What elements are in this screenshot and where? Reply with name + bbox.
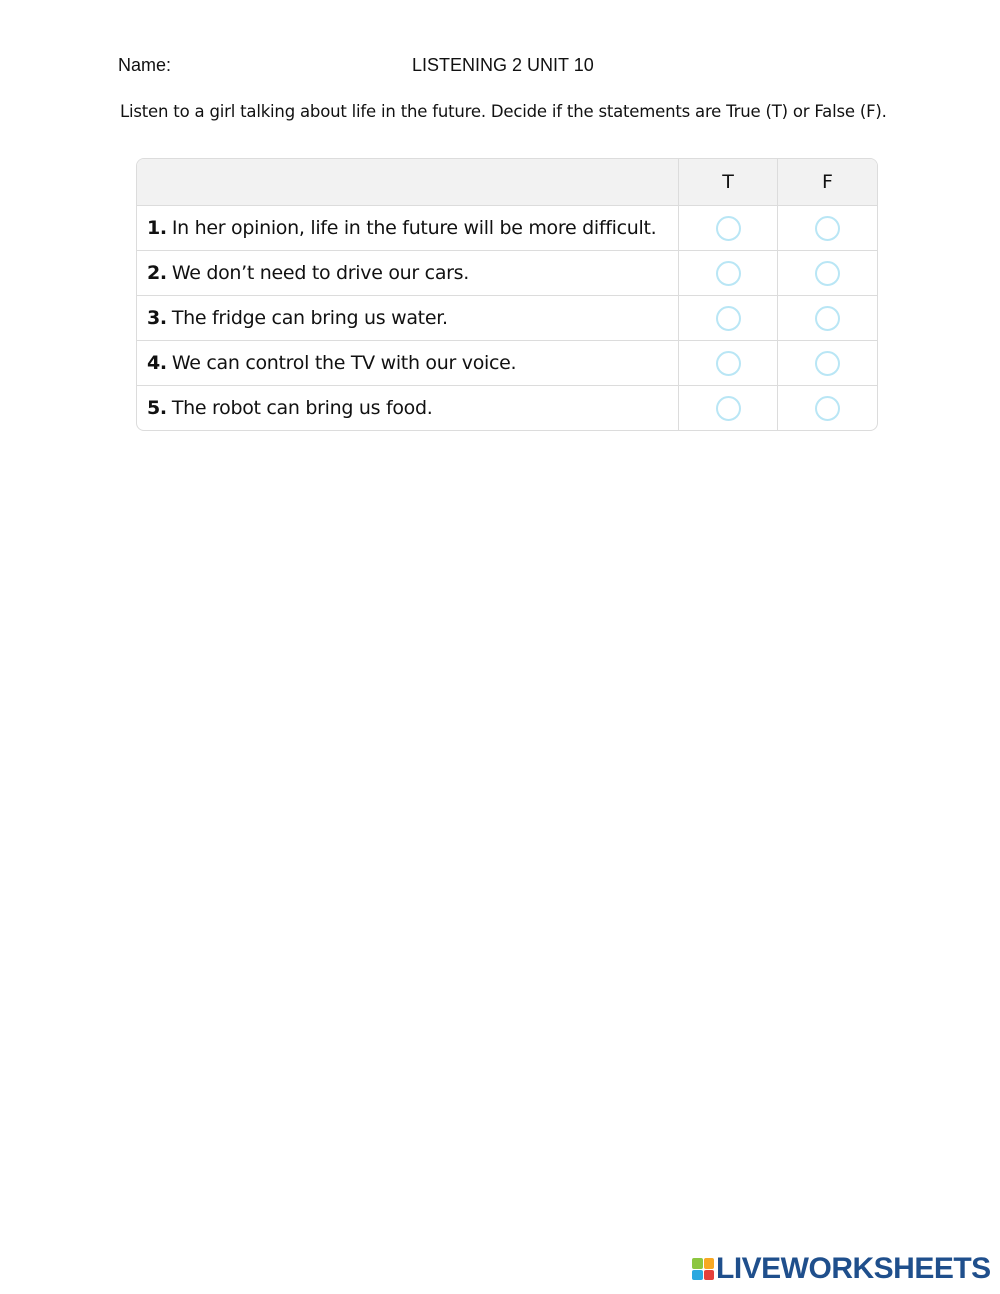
table-header-row xyxy=(137,159,877,205)
false-radio[interactable] xyxy=(815,396,840,421)
table-row xyxy=(137,340,877,385)
statement-number: 2. xyxy=(147,262,167,284)
statement-cell xyxy=(137,206,679,250)
header-true: T xyxy=(679,159,778,205)
table-row xyxy=(137,250,877,295)
statement-text: The robot can bring us food. xyxy=(171,397,433,419)
false-cell xyxy=(778,296,877,340)
statement-number: 4. xyxy=(147,352,167,374)
statement-number: 5. xyxy=(147,397,167,419)
true-radio[interactable] xyxy=(716,306,741,331)
page-title: LISTENING 2 UNIT 10 xyxy=(412,55,594,75)
true-cell xyxy=(679,386,778,430)
table-row xyxy=(137,205,877,250)
false-cell xyxy=(778,386,877,430)
statement-text: We don’t need to drive our cars. xyxy=(171,262,470,284)
true-radio[interactable] xyxy=(716,351,741,376)
statement-number: 1. xyxy=(147,217,167,239)
true-radio[interactable] xyxy=(716,261,741,286)
true-cell xyxy=(679,296,778,340)
liveworksheets-logo xyxy=(692,1254,991,1284)
header-statement-cell xyxy=(137,159,679,205)
statement-cell xyxy=(137,341,679,385)
header-false: F xyxy=(822,171,833,193)
false-radio[interactable] xyxy=(815,216,840,241)
statement-cell xyxy=(137,296,679,340)
statement-cell xyxy=(137,251,679,295)
logo-square-red xyxy=(704,1270,715,1281)
true-cell xyxy=(679,251,778,295)
false-cell xyxy=(778,251,877,295)
true-cell xyxy=(679,206,778,250)
statement-text: The fridge can bring us water. xyxy=(171,307,448,329)
liveworksheets-logo-icon xyxy=(692,1258,714,1280)
false-radio[interactable] xyxy=(815,261,840,286)
statement-cell xyxy=(137,386,679,430)
true-cell xyxy=(679,341,778,385)
instructions: Listen to a girl talking about life in the future. Decide if the statements are True (T) or False (F). xyxy=(120,102,887,121)
statement-text: We can control the TV with our voice. xyxy=(171,352,517,374)
false-cell xyxy=(778,206,877,250)
true-radio[interactable] xyxy=(716,396,741,421)
logo-square-blue xyxy=(692,1270,703,1281)
name-label: Name: xyxy=(118,55,172,75)
statement-number: 3. xyxy=(147,307,167,329)
true-radio[interactable] xyxy=(716,216,741,241)
false-cell xyxy=(778,341,877,385)
logo-square-orange xyxy=(704,1258,715,1269)
true-false-table xyxy=(136,158,878,431)
liveworksheets-wordmark: LIVEWORKSHEETS xyxy=(716,1252,991,1285)
false-radio[interactable] xyxy=(815,306,840,331)
false-radio[interactable] xyxy=(815,351,840,376)
logo-square-green xyxy=(692,1258,703,1269)
statement-text: In her opinion, life in the future will be more difficult. xyxy=(171,217,657,239)
table-row xyxy=(137,295,877,340)
table-row xyxy=(137,385,877,430)
